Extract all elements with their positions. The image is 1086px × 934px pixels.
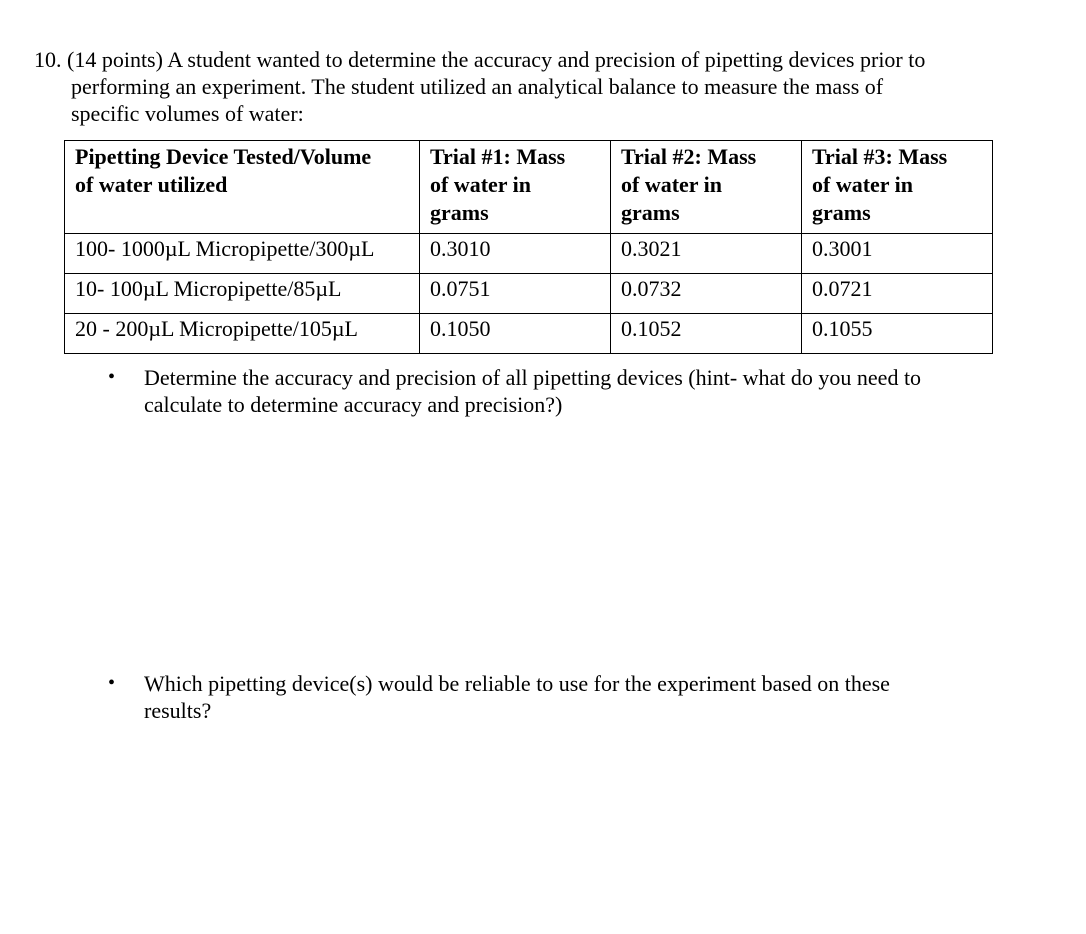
cell-trial-1: 0.1050 xyxy=(420,314,611,354)
cell-trial-3: 0.0721 xyxy=(802,274,993,314)
table-row xyxy=(65,234,993,274)
table-row xyxy=(65,314,993,354)
bullet-text xyxy=(144,670,1034,724)
cell-trial-3: 0.3001 xyxy=(802,234,993,274)
bullet-line-2: calculate to determine accuracy and precision?) xyxy=(144,392,563,417)
bullet-line-2: results? xyxy=(144,698,212,723)
header-trial-1-line-2: of water in xyxy=(430,172,532,197)
header-trial-3 xyxy=(802,141,993,234)
bullet-text xyxy=(144,364,1034,418)
bullet-line-1: Determine the accuracy and precision of all pipetting devices (hint- what do you need to xyxy=(144,365,922,390)
bullet-dot-icon: • xyxy=(108,366,116,388)
header-trial-3-line-3: grams xyxy=(812,200,871,225)
cell-trial-2: 0.3021 xyxy=(611,234,802,274)
cell-trial-2: 0.1052 xyxy=(611,314,802,354)
cell-device: 100- 1000µL Micropipette/300µL xyxy=(65,234,420,274)
bullet-line-1: Which pipetting device(s) would be reliable to use for the experiment based on these xyxy=(144,671,890,696)
cell-device: 20 - 200µL Micropipette/105µL xyxy=(65,314,420,354)
cell-trial-1: 0.3010 xyxy=(420,234,611,274)
table-header-row xyxy=(65,141,993,234)
header-trial-3-line-1: Trial #3: Mass xyxy=(812,144,948,169)
header-device-line-2: of water utilized xyxy=(75,172,228,197)
cell-device: 10- 100µL Micropipette/85µL xyxy=(65,274,420,314)
pipetting-data-table xyxy=(64,140,993,354)
header-trial-2-line-1: Trial #2: Mass xyxy=(621,144,757,169)
question-line-2: performing an experiment. The student utilized an analytical balance to measure the mass of xyxy=(71,74,884,99)
header-trial-2-line-2: of water in xyxy=(621,172,723,197)
header-trial-1 xyxy=(420,141,611,234)
header-trial-1-line-1: Trial #1: Mass xyxy=(430,144,566,169)
header-trial-1-line-3: grams xyxy=(430,200,489,225)
header-device-line-1: Pipetting Device Tested/Volume xyxy=(75,144,372,169)
question-line-1: 10. (14 points) A student wanted to determine the accuracy and precision of pipetting devices prior to xyxy=(34,47,926,72)
header-device xyxy=(65,141,420,234)
cell-trial-1: 0.0751 xyxy=(420,274,611,314)
header-trial-2 xyxy=(611,141,802,234)
question-prompt xyxy=(34,46,1034,127)
table-row xyxy=(65,274,993,314)
bullet-dot-icon: • xyxy=(108,672,116,694)
header-trial-3-line-2: of water in xyxy=(812,172,914,197)
cell-trial-3: 0.1055 xyxy=(802,314,993,354)
header-trial-2-line-3: grams xyxy=(621,200,680,225)
question-line-3: specific volumes of water: xyxy=(71,101,304,126)
cell-trial-2: 0.0732 xyxy=(611,274,802,314)
